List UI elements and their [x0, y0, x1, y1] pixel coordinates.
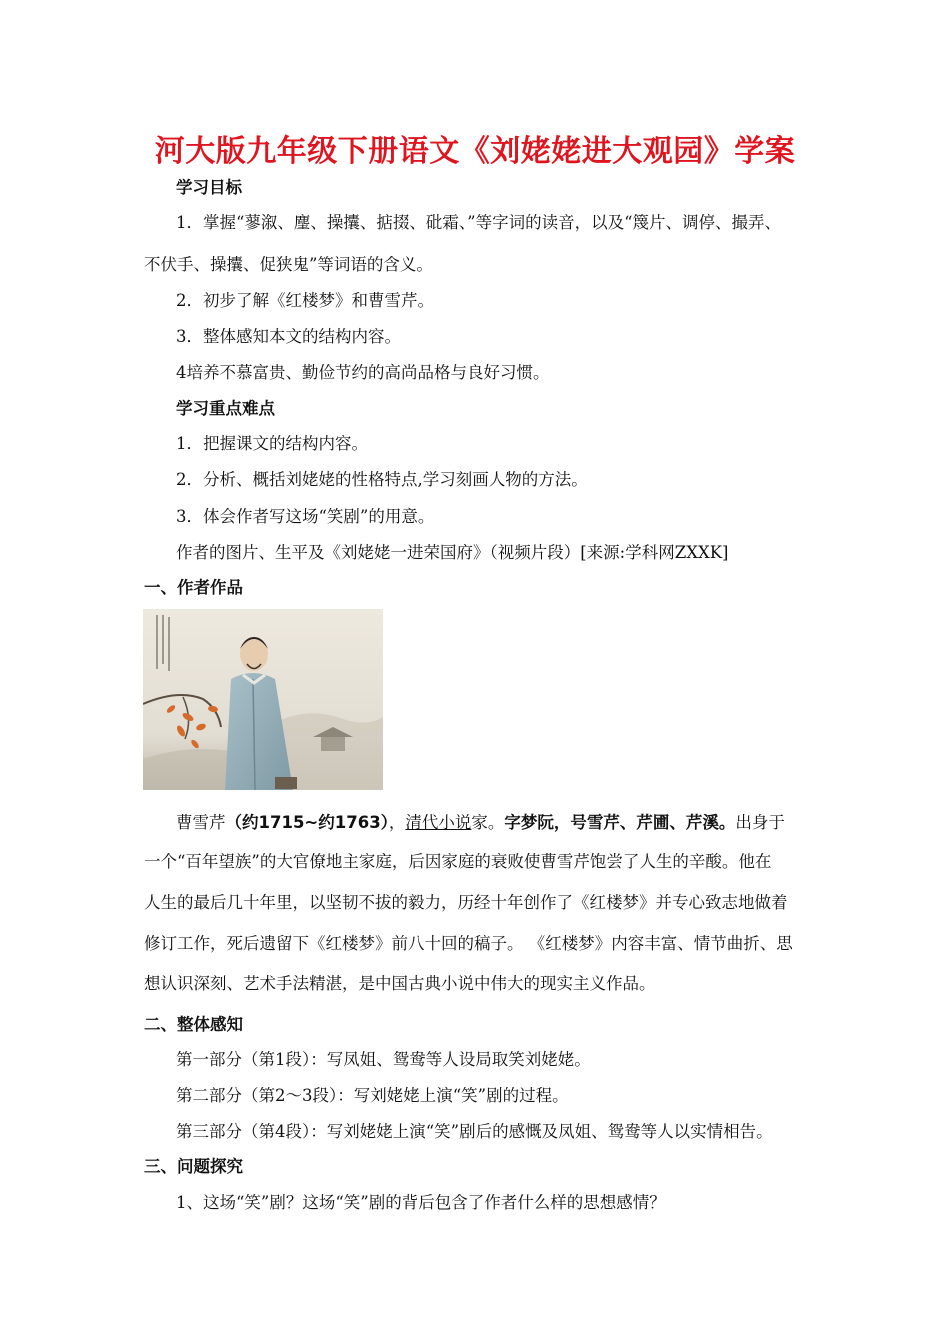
structure-part-3: 第三部分（第4段）：写刘姥姥上演“笑”剧后的感慨及凤姐、鸳鸯等人以实情相告。	[176, 1122, 773, 1141]
bio-courtesy-names: 字梦阮，号雪芹、芹圃、芹溪。	[504, 813, 736, 832]
goal-item-3: 3．整体感知本文的结构内容。	[176, 327, 401, 346]
goal-item-4: 4培养不慕富贵、勤俭节约的高尚品格与良好习惯。	[176, 363, 550, 382]
goals-heading: 学习目标	[176, 178, 242, 197]
bio-suffix: 家。	[471, 813, 505, 832]
bio-dates: （约1715~约1763）	[225, 813, 389, 832]
section2-heading: 二、整体感知	[144, 1015, 243, 1034]
key-heading: 学习重点难点	[176, 399, 275, 418]
key-item-1: 1．把握课文的结构内容。	[176, 434, 368, 453]
document-title: 河大版九年级下册语文《刘姥姥进大观园》学案	[154, 134, 796, 169]
bio-comma: ，	[388, 813, 406, 832]
bio-line-2: 一个“百年望族”的大官僚地主家庭，后因家庭的衰败使曹雪芹饱尝了人生的辛酸。他在	[144, 852, 772, 871]
bio-line-3: 人生的最后几十年里，以坚韧不拔的毅力，历经十年创作了《红楼梦》并专心致志地做着	[144, 893, 788, 912]
section3-heading: 三、问题探究	[144, 1157, 243, 1176]
goal-item-1a: 1．掌握“蓼溆、麈、操攮、掂掇、砒霜、”等字词的读音，以及“篾片、调停、撮弄、	[176, 213, 782, 232]
question-1: 1、这场“笑”剧？这场“笑”剧的背后包含了作者什么样的思想感情？	[176, 1193, 666, 1212]
author-portrait	[143, 609, 383, 790]
resource-note: 作者的图片、生平及《刘姥姥一进荣国府》（视频片段）[来源:学科网ZXXK]	[176, 543, 729, 562]
bio-line-1	[176, 811, 785, 835]
bio-line-4: 修订工作，死后遗留下《红楼梦》前八十回的稿子。 《红楼梦》内容丰富、情节曲折、思	[144, 934, 793, 953]
bio-link-qing-novel[interactable]: 清代小说	[405, 813, 472, 832]
structure-part-2: 第二部分（第2～3段）：写刘姥姥上演“笑”剧的过程。	[176, 1086, 569, 1105]
bio-born: 出身于	[735, 813, 785, 832]
goal-item-2: 2．初步了解《红楼梦》和曹雪芹。	[176, 291, 434, 310]
goal-item-1b: 不伏手、操攮、促狭鬼”等词语的含义。	[144, 255, 433, 274]
section1-heading: 一、作者作品	[144, 578, 243, 597]
bio-author-name: 曹雪芹	[176, 813, 226, 832]
structure-part-1: 第一部分（第1段）：写凤姐、鸳鸯等人设局取笑刘姥姥。	[176, 1050, 591, 1069]
key-item-3: 3．体会作者写这场“笑剧”的用意。	[176, 507, 435, 526]
key-item-2: 2．分析、概括刘姥姥的性格特点,学习刻画人物的方法。	[176, 470, 588, 489]
bio-line-5: 想认识深刻、艺术手法精湛，是中国古典小说中伟大的现实主义作品。	[144, 974, 656, 993]
